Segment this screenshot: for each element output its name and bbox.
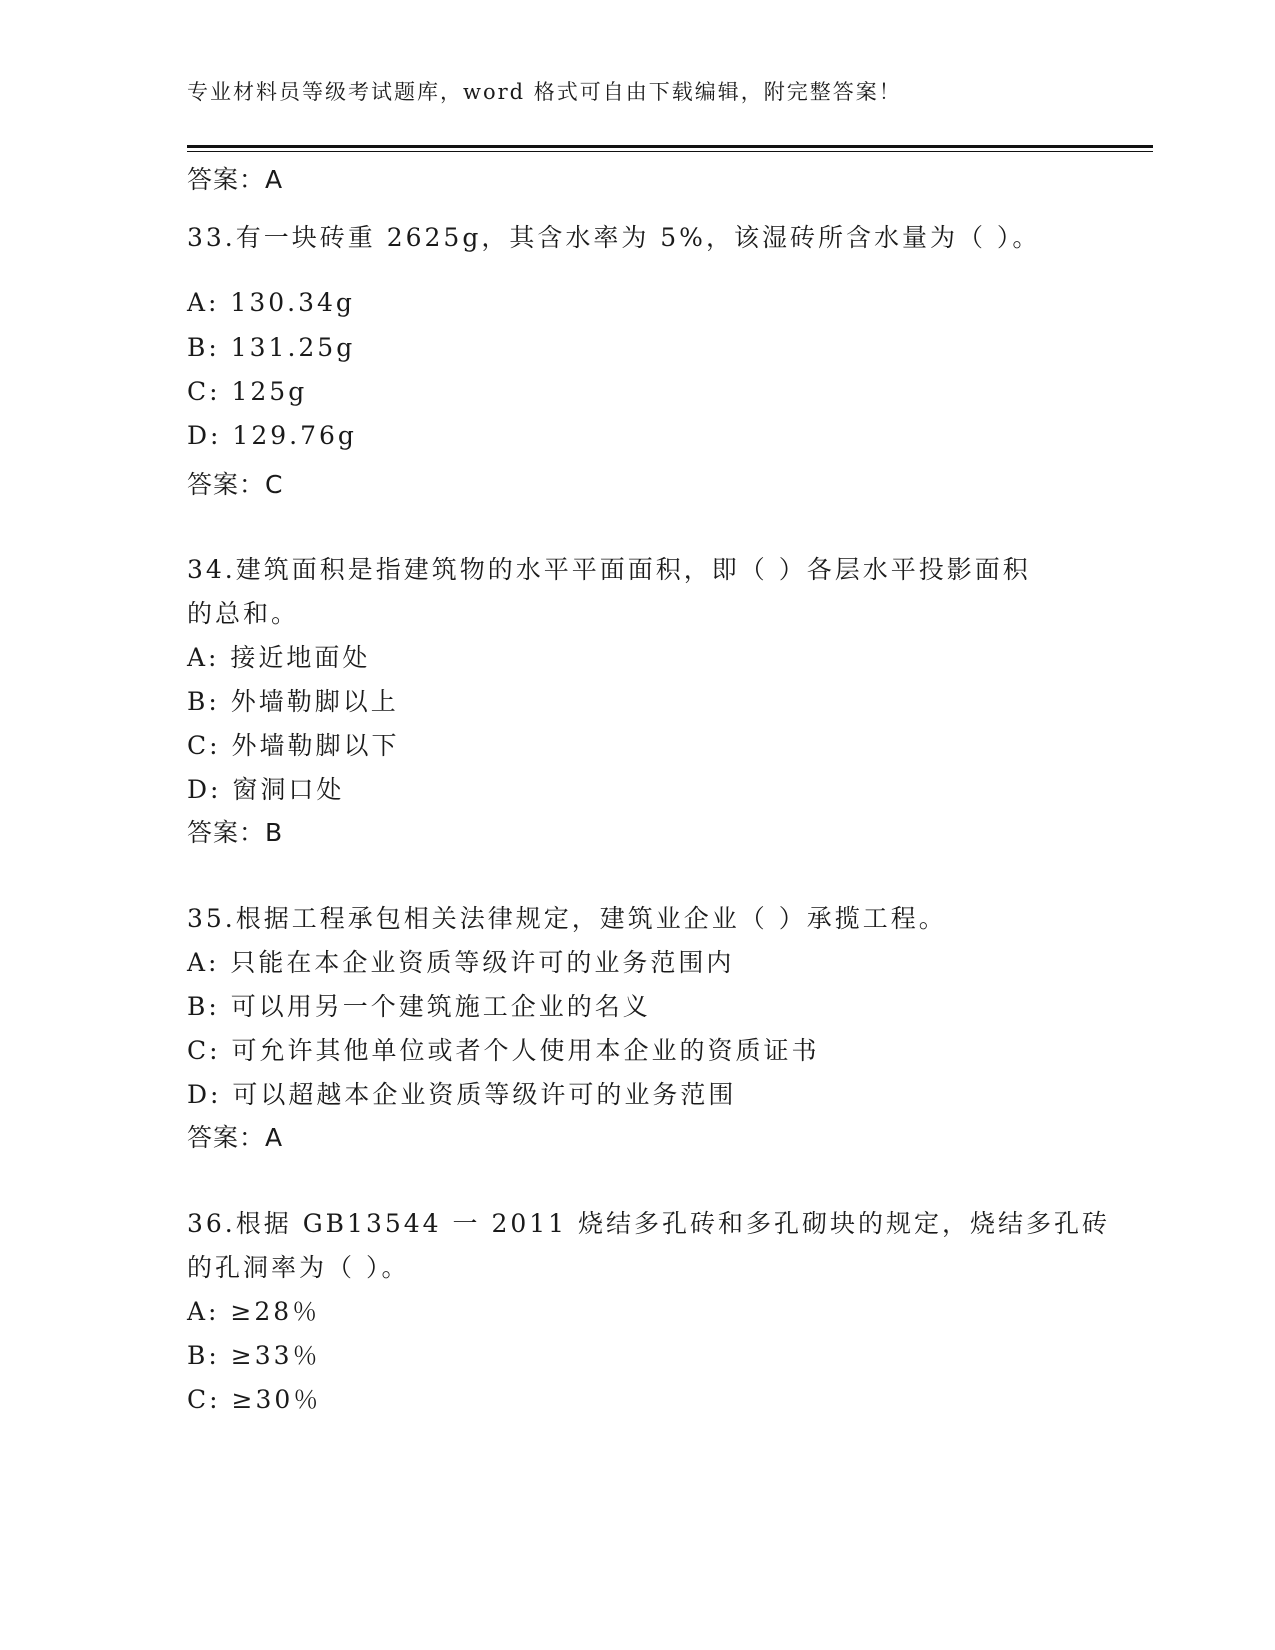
option-a: A: 130.34g bbox=[187, 288, 355, 317]
answer-line: 答案：A bbox=[187, 165, 284, 194]
question-35: 35.根据工程承包相关法律规定，建筑业企业（ ）承揽工程。 bbox=[187, 904, 947, 933]
question-36-cont: 的孔洞率为（ ）。 bbox=[187, 1253, 410, 1282]
page-header: 专业材料员等级考试题库，word 格式可自由下载编辑，附完整答案！ bbox=[187, 80, 902, 104]
option-c: C: 外墙勒脚以下 bbox=[187, 731, 400, 760]
option-c: C: ≥30％ bbox=[187, 1385, 322, 1414]
answer-line: 答案：B bbox=[187, 818, 284, 847]
option-b: B: 可以用另一个建筑施工企业的名义 bbox=[187, 992, 651, 1021]
option-a: A: 接近地面处 bbox=[187, 643, 371, 672]
option-b: B: 131.25g bbox=[187, 333, 356, 362]
question-33: 33.有一块砖重 2625g，其含水率为 5%，该湿砖所含水量为（ ）。 bbox=[187, 223, 1041, 252]
option-d: D: 窗洞口处 bbox=[187, 775, 345, 804]
question-34: 34.建筑面积是指建筑物的水平平面面积，即（ ）各层水平投影面积 bbox=[187, 555, 1031, 584]
question-34-cont: 的总和。 bbox=[187, 599, 300, 628]
option-a: A: ≥28％ bbox=[187, 1297, 321, 1326]
option-b: B: 外墙勒脚以上 bbox=[187, 687, 399, 716]
header-rule bbox=[187, 145, 1153, 148]
question-36: 36.根据 GB13544 一 2011 烧结多孔砖和多孔砌块的规定，烧结多孔砖 bbox=[187, 1209, 1111, 1238]
header-rule-thin bbox=[187, 151, 1153, 152]
answer-line: 答案：C bbox=[187, 470, 284, 499]
option-c: C: 125g bbox=[187, 377, 308, 406]
option-b: B: ≥33％ bbox=[187, 1341, 321, 1370]
option-d: D: 129.76g bbox=[187, 421, 357, 450]
option-a: A: 只能在本企业资质等级许可的业务范围内 bbox=[187, 948, 735, 977]
option-c: C: 可允许其他单位或者个人使用本企业的资质证书 bbox=[187, 1036, 820, 1065]
option-d: D: 可以超越本企业资质等级许可的业务范围 bbox=[187, 1080, 737, 1109]
answer-line: 答案：A bbox=[187, 1123, 284, 1152]
